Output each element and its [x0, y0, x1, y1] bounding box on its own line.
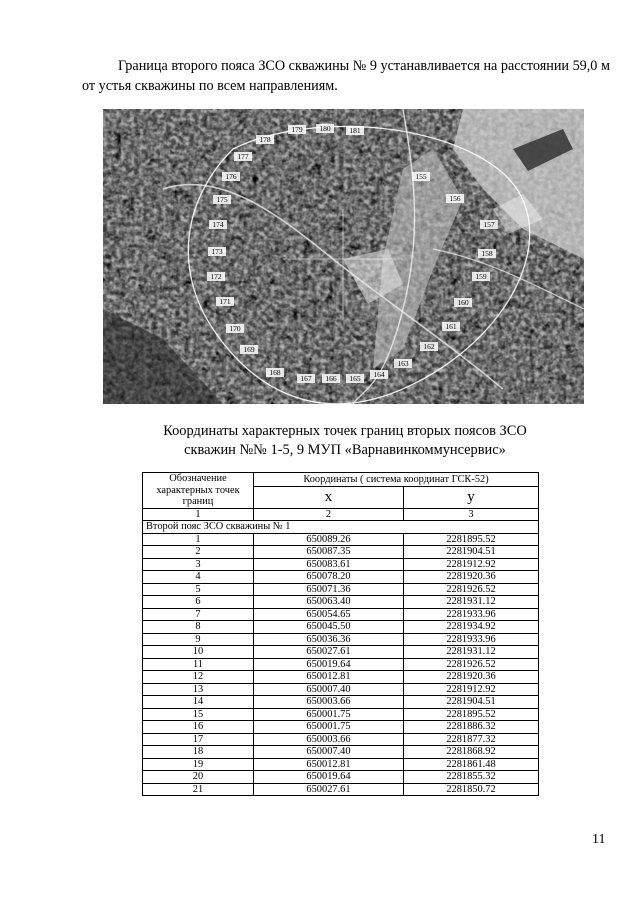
map-point-label: 176 — [225, 172, 237, 181]
y-coordinate-cell: 2281904.51 — [404, 696, 539, 709]
map-point-label: 157 — [483, 220, 495, 229]
point-number-cell: 15 — [143, 708, 254, 721]
x-coordinate-cell: 650019.64 — [254, 658, 404, 671]
x-coordinate-cell: 650083.61 — [254, 558, 404, 571]
map-point-label: 179 — [291, 125, 303, 134]
map-point-label: 156 — [449, 194, 461, 203]
point-number-cell: 11 — [143, 658, 254, 671]
table-row — [143, 583, 539, 596]
map-point-label: 170 — [229, 324, 241, 333]
map-point-label: 172 — [210, 272, 222, 281]
point-number-cell: 5 — [143, 583, 254, 596]
table-row — [143, 733, 539, 746]
table-row — [143, 571, 539, 584]
y-coordinate-cell: 2281934.92 — [404, 621, 539, 634]
x-coordinate-cell: 650078.20 — [254, 571, 404, 584]
coordinates-table — [142, 472, 539, 796]
x-coordinate-cell: 650027.61 — [254, 646, 404, 659]
map-point-label: 158 — [481, 249, 493, 258]
x-coordinate-cell: 650007.40 — [254, 683, 404, 696]
map-point-label: 163 — [397, 359, 409, 368]
x-coordinate-cell: 650012.81 — [254, 758, 404, 771]
x-coordinate-cell: 650001.75 — [254, 721, 404, 734]
point-number-cell: 9 — [143, 633, 254, 646]
y-coordinate-cell: 2281931.12 — [404, 646, 539, 659]
y-coordinate-cell: 2281861.48 — [404, 758, 539, 771]
y-coordinate-cell: 2281933.96 — [404, 633, 539, 646]
point-number-cell: 12 — [143, 671, 254, 684]
y-coordinate-cell: 2281850.72 — [404, 783, 539, 796]
table-row — [143, 608, 539, 621]
map-point-label: 175 — [216, 195, 228, 204]
y-coordinate-cell: 2281912.92 — [404, 683, 539, 696]
point-number-cell: 7 — [143, 608, 254, 621]
col-number-2: 2 — [254, 508, 404, 521]
map-point-label: 165 — [349, 374, 361, 383]
x-coordinate-cell: 650063.40 — [254, 596, 404, 609]
y-coordinate-cell: 2281886.32 — [404, 721, 539, 734]
table-row — [143, 596, 539, 609]
col-number-1: 1 — [143, 508, 254, 521]
x-coordinate-cell: 650027.61 — [254, 783, 404, 796]
map-point-label: 174 — [212, 220, 224, 229]
point-number-cell: 3 — [143, 558, 254, 571]
caption-line-1: Координаты характерных точек границ вторых поясов ЗСО — [163, 423, 527, 439]
header-point-designation: Обозначение характерных точек границ — [143, 473, 254, 509]
col-number-3: 3 — [404, 508, 539, 521]
point-number-cell: 4 — [143, 571, 254, 584]
point-number-cell: 1 — [143, 533, 254, 546]
y-coordinate-cell: 2281895.52 — [404, 533, 539, 546]
point-number-cell: 19 — [143, 758, 254, 771]
y-coordinate-cell: 2281933.96 — [404, 608, 539, 621]
map-point-label: 173 — [211, 247, 223, 256]
x-coordinate-cell: 650012.81 — [254, 671, 404, 684]
map-point-label: 181 — [349, 126, 361, 135]
table-row — [143, 533, 539, 546]
y-coordinate-cell: 2281868.92 — [404, 746, 539, 759]
map-point-label: 155 — [415, 172, 427, 181]
map-point-label: 178 — [259, 135, 271, 144]
satellite-map — [103, 109, 584, 404]
map-point-label: 177 — [237, 152, 249, 161]
y-coordinate-cell: 2281855.32 — [404, 771, 539, 784]
table-row — [143, 783, 539, 796]
point-number-cell: 18 — [143, 746, 254, 759]
point-number-cell: 14 — [143, 696, 254, 709]
y-coordinate-cell: 2281912.92 — [404, 558, 539, 571]
table-row — [143, 746, 539, 759]
x-coordinate-cell: 650089.26 — [254, 533, 404, 546]
x-coordinate-cell: 650036.36 — [254, 633, 404, 646]
x-coordinate-cell: 650054.65 — [254, 608, 404, 621]
map-point-label: 180 — [319, 124, 331, 133]
map-point-label: 162 — [423, 342, 435, 351]
header-y: y — [404, 487, 539, 508]
map-point-label: 160 — [457, 298, 469, 307]
table-row — [143, 708, 539, 721]
map-point-label: 159 — [475, 272, 487, 281]
x-coordinate-cell: 650019.64 — [254, 771, 404, 784]
point-number-cell: 6 — [143, 596, 254, 609]
y-coordinate-cell: 2281920.36 — [404, 571, 539, 584]
x-coordinate-cell: 650045.50 — [254, 621, 404, 634]
page-number: 11 — [592, 832, 606, 847]
table-row — [143, 696, 539, 709]
x-coordinate-cell: 650007.40 — [254, 746, 404, 759]
table-row — [143, 646, 539, 659]
x-coordinate-cell: 650087.35 — [254, 546, 404, 559]
table-row — [143, 546, 539, 559]
point-number-cell: 20 — [143, 771, 254, 784]
map-point-label: 161 — [445, 322, 457, 331]
x-coordinate-cell: 650003.66 — [254, 733, 404, 746]
y-coordinate-cell: 2281926.52 — [404, 583, 539, 596]
map-point-label: 171 — [219, 297, 231, 306]
x-coordinate-cell: 650071.36 — [254, 583, 404, 596]
table-row — [143, 621, 539, 634]
y-coordinate-cell: 2281931.12 — [404, 596, 539, 609]
header-coordinates: Координаты ( система координат ГСК-52) — [254, 473, 539, 487]
table-row — [143, 721, 539, 734]
table-row — [143, 771, 539, 784]
y-coordinate-cell: 2281877.32 — [404, 733, 539, 746]
map-point-label: 164 — [373, 370, 385, 379]
map-point-label: 167 — [300, 374, 312, 383]
point-number-cell: 2 — [143, 546, 254, 559]
header-x: x — [254, 487, 404, 508]
y-coordinate-cell: 2281920.36 — [404, 671, 539, 684]
table-row — [143, 683, 539, 696]
y-coordinate-cell: 2281926.52 — [404, 658, 539, 671]
map-point-label: 166 — [325, 374, 337, 383]
table-row — [143, 658, 539, 671]
table-row — [143, 758, 539, 771]
table-row — [143, 671, 539, 684]
map-point-label: 169 — [243, 345, 255, 354]
table-row — [143, 558, 539, 571]
point-number-cell: 8 — [143, 621, 254, 634]
map-point-label: 168 — [269, 368, 281, 377]
y-coordinate-cell: 2281895.52 — [404, 708, 539, 721]
x-coordinate-cell: 650003.66 — [254, 696, 404, 709]
section-label: Второй пояс ЗСО скважины № 1 — [143, 521, 539, 534]
point-number-cell: 16 — [143, 721, 254, 734]
table-caption — [110, 422, 580, 460]
y-coordinate-cell: 2281904.51 — [404, 546, 539, 559]
x-coordinate-cell: 650001.75 — [254, 708, 404, 721]
point-number-cell: 21 — [143, 783, 254, 796]
point-number-cell: 17 — [143, 733, 254, 746]
point-number-cell: 13 — [143, 683, 254, 696]
caption-line-2: скважин №№ 1-5, 9 МУП «Варнавинкоммунсервис» — [184, 442, 506, 458]
intro-paragraph: Граница второго пояса ЗСО скважины № 9 устанавливается на расстоянии 59,0 м от устья скважины по всем направлениям. — [82, 58, 610, 94]
table-row — [143, 633, 539, 646]
point-number-cell: 10 — [143, 646, 254, 659]
